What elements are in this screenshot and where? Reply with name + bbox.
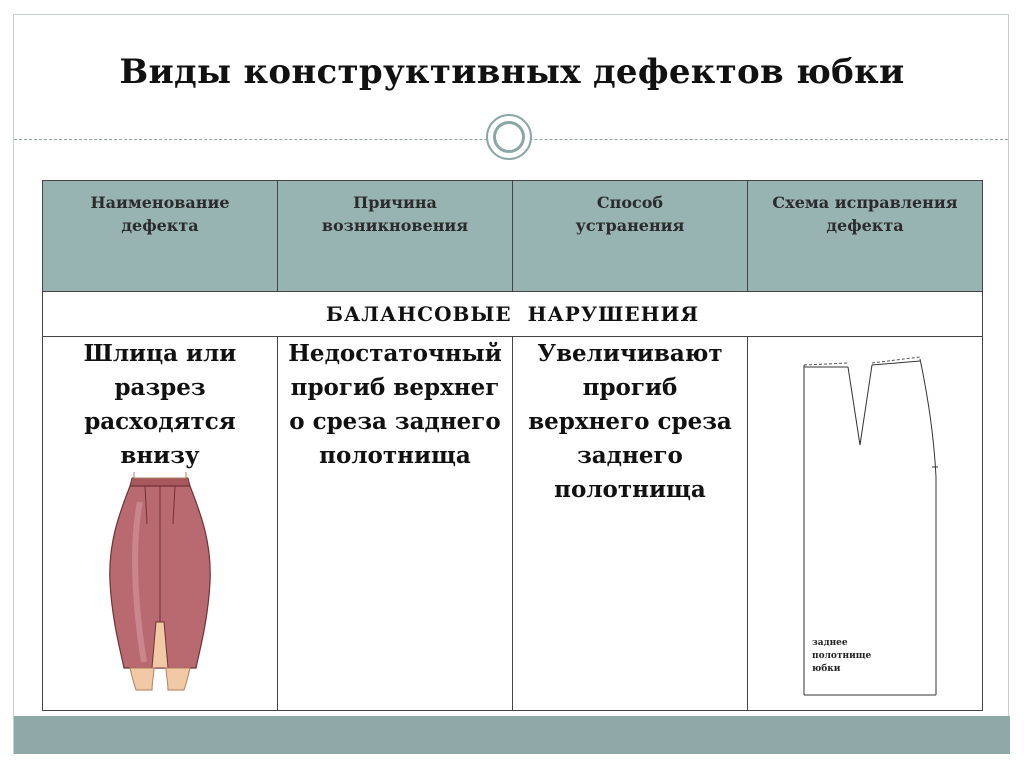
cell-scheme [748,337,983,711]
header-defect-name: Наименование дефекта [43,181,278,292]
page-title: Виды конструктивных дефектов юбки [119,52,905,92]
section-row [43,292,983,337]
scheme-caption [812,637,871,676]
defect-name-text: Шлица или разрез расходятся внизу [83,340,237,469]
scheme-caption-line: заднее [812,638,848,648]
header-fix: Способ устранения [513,181,748,292]
fix-text: Увеличивают прогиб верхнего среза заднего полотнища [528,340,732,503]
scheme-drawing [748,337,982,710]
bottom-accent-bar [14,716,1010,754]
cell-fix [513,337,748,711]
decorative-ring-icon [486,114,532,160]
cell-defect-name [43,337,278,711]
cell-cause [278,337,513,711]
header-scheme: Схема исправления дефекта [748,181,983,292]
skirt-illustration [43,472,277,702]
scheme-caption-line: полотнище [812,651,872,661]
cause-text: Недостаточный прогиб верхнего среза заднего полотнища [288,340,502,469]
scheme-caption-line: юбки [812,664,841,674]
skirt-icon [100,472,220,692]
header-cause: Причина возникновения [278,181,513,292]
table-row [43,337,983,711]
section-label: БАЛАНСОВЫЕ НАРУШЕНИЯ [43,292,983,337]
table-header-row [43,181,983,292]
defects-table [42,180,983,711]
